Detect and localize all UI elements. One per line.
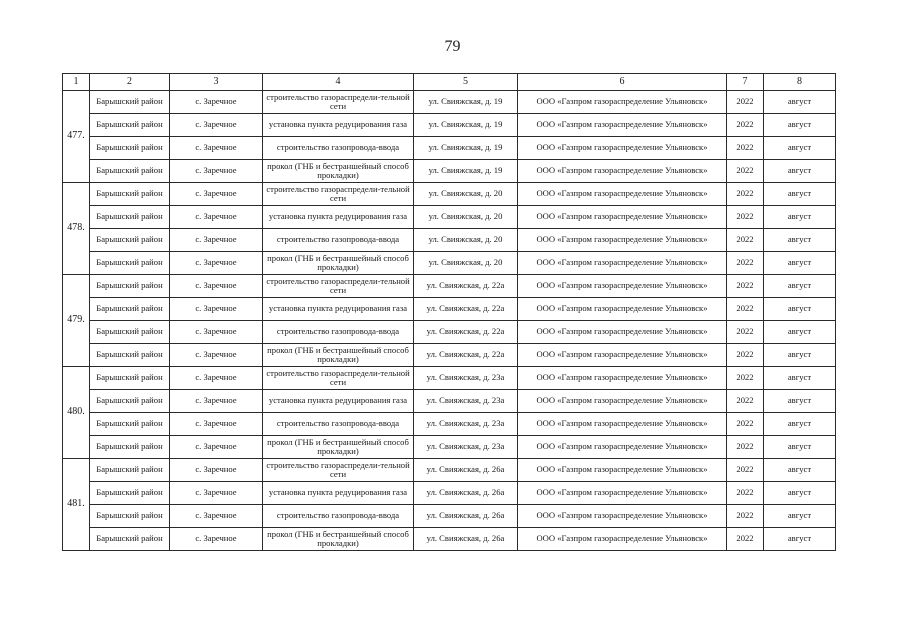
table-row xyxy=(63,344,836,367)
month-cell: август xyxy=(764,413,836,436)
year-cell: 2022 xyxy=(727,505,764,528)
organization-cell: ООО «Газпром газораспределение Ульяновск» xyxy=(518,321,727,344)
work-type-cell: строительство газораспредели-тельной сети xyxy=(263,183,414,206)
table-row xyxy=(63,252,836,275)
district-cell: Барышский район xyxy=(90,528,170,551)
village-cell: с. Заречное xyxy=(170,91,263,114)
year-cell: 2022 xyxy=(727,229,764,252)
address-cell: ул. Свияжская, д. 23а xyxy=(414,367,518,390)
district-cell: Барышский район xyxy=(90,482,170,505)
table-row xyxy=(63,321,836,344)
village-cell: с. Заречное xyxy=(170,275,263,298)
year-cell: 2022 xyxy=(727,528,764,551)
district-cell: Барышский район xyxy=(90,206,170,229)
district-cell: Барышский район xyxy=(90,390,170,413)
page-number: 79 xyxy=(444,38,461,55)
village-cell: с. Заречное xyxy=(170,344,263,367)
table-row xyxy=(63,298,836,321)
address-cell: ул. Свияжская, д. 20 xyxy=(414,252,518,275)
village-cell: с. Заречное xyxy=(170,459,263,482)
item-number-cell: 478. xyxy=(63,183,90,275)
year-cell: 2022 xyxy=(727,390,764,413)
month-cell: август xyxy=(764,344,836,367)
address-cell: ул. Свияжская, д. 22а xyxy=(414,344,518,367)
year-cell: 2022 xyxy=(727,252,764,275)
village-cell: с. Заречное xyxy=(170,160,263,183)
column-header: 6 xyxy=(518,74,727,91)
organization-cell: ООО «Газпром газораспределение Ульяновск» xyxy=(518,206,727,229)
address-cell: ул. Свияжская, д. 23а xyxy=(414,390,518,413)
district-cell: Барышский район xyxy=(90,344,170,367)
table-row xyxy=(63,482,836,505)
month-cell: август xyxy=(764,91,836,114)
table-row xyxy=(63,137,836,160)
work-type-cell: прокол (ГНБ и бестраншейный способ прокладки) xyxy=(263,252,414,275)
year-cell: 2022 xyxy=(727,206,764,229)
work-type-cell: установка пункта редуцирования газа xyxy=(263,298,414,321)
work-type-cell: установка пункта редуцирования газа xyxy=(263,114,414,137)
table-body xyxy=(63,91,836,551)
village-cell: с. Заречное xyxy=(170,528,263,551)
table-row xyxy=(63,275,836,298)
organization-cell: ООО «Газпром газораспределение Ульяновск» xyxy=(518,528,727,551)
column-header: 2 xyxy=(90,74,170,91)
village-cell: с. Заречное xyxy=(170,321,263,344)
organization-cell: ООО «Газпром газораспределение Ульяновск» xyxy=(518,413,727,436)
work-type-cell: строительство газораспредели-тельной сети xyxy=(263,367,414,390)
work-type-cell: строительство газораспредели-тельной сети xyxy=(263,91,414,114)
organization-cell: ООО «Газпром газораспределение Ульяновск» xyxy=(518,114,727,137)
column-header: 8 xyxy=(764,74,836,91)
work-type-cell: строительство газораспредели-тельной сети xyxy=(263,275,414,298)
item-number-cell: 480. xyxy=(63,367,90,459)
year-cell: 2022 xyxy=(727,367,764,390)
address-cell: ул. Свияжская, д. 23а xyxy=(414,413,518,436)
address-cell: ул. Свияжская, д. 19 xyxy=(414,160,518,183)
address-cell: ул. Свияжская, д. 20 xyxy=(414,183,518,206)
district-cell: Барышский район xyxy=(90,459,170,482)
district-cell: Барышский район xyxy=(90,505,170,528)
work-type-cell: строительство газораспредели-тельной сети xyxy=(263,459,414,482)
year-cell: 2022 xyxy=(727,298,764,321)
item-number-cell: 479. xyxy=(63,275,90,367)
district-cell: Барышский район xyxy=(90,436,170,459)
month-cell: август xyxy=(764,505,836,528)
address-cell: ул. Свияжская, д. 19 xyxy=(414,114,518,137)
month-cell: август xyxy=(764,183,836,206)
work-type-cell: прокол (ГНБ и бестраншейный способ прокладки) xyxy=(263,160,414,183)
village-cell: с. Заречное xyxy=(170,137,263,160)
organization-cell: ООО «Газпром газораспределение Ульяновск» xyxy=(518,275,727,298)
work-type-cell: прокол (ГНБ и бестраншейный способ прокладки) xyxy=(263,344,414,367)
organization-cell: ООО «Газпром газораспределение Ульяновск» xyxy=(518,183,727,206)
work-type-cell: установка пункта редуцирования газа xyxy=(263,206,414,229)
village-cell: с. Заречное xyxy=(170,505,263,528)
organization-cell: ООО «Газпром газораспределение Ульяновск» xyxy=(518,436,727,459)
village-cell: с. Заречное xyxy=(170,367,263,390)
work-type-cell: прокол (ГНБ и бестраншейный способ прокладки) xyxy=(263,528,414,551)
address-cell: ул. Свияжская, д. 23а xyxy=(414,436,518,459)
table-row xyxy=(63,390,836,413)
organization-cell: ООО «Газпром газораспределение Ульяновск» xyxy=(518,252,727,275)
table-row xyxy=(63,160,836,183)
address-cell: ул. Свияжская, д. 26а xyxy=(414,528,518,551)
organization-cell: ООО «Газпром газораспределение Ульяновск» xyxy=(518,91,727,114)
year-cell: 2022 xyxy=(727,275,764,298)
village-cell: с. Заречное xyxy=(170,206,263,229)
organization-cell: ООО «Газпром газораспределение Ульяновск» xyxy=(518,390,727,413)
month-cell: август xyxy=(764,528,836,551)
table-row xyxy=(63,413,836,436)
organization-cell: ООО «Газпром газораспределение Ульяновск» xyxy=(518,505,727,528)
district-cell: Барышский район xyxy=(90,114,170,137)
work-type-cell: строительство газопровода-ввода xyxy=(263,413,414,436)
district-cell: Барышский район xyxy=(90,321,170,344)
organization-cell: ООО «Газпром газораспределение Ульяновск» xyxy=(518,229,727,252)
works-table xyxy=(62,73,836,551)
column-header: 7 xyxy=(727,74,764,91)
year-cell: 2022 xyxy=(727,436,764,459)
table-row xyxy=(63,114,836,137)
district-cell: Барышский район xyxy=(90,91,170,114)
work-type-cell: строительство газопровода-ввода xyxy=(263,321,414,344)
table-row xyxy=(63,229,836,252)
table-row xyxy=(63,183,836,206)
organization-cell: ООО «Газпром газораспределение Ульяновск» xyxy=(518,367,727,390)
organization-cell: ООО «Газпром газораспределение Ульяновск» xyxy=(518,344,727,367)
work-type-cell: строительство газопровода-ввода xyxy=(263,505,414,528)
column-header: 3 xyxy=(170,74,263,91)
address-cell: ул. Свияжская, д. 26а xyxy=(414,459,518,482)
district-cell: Барышский район xyxy=(90,413,170,436)
village-cell: с. Заречное xyxy=(170,298,263,321)
column-header: 5 xyxy=(414,74,518,91)
village-cell: с. Заречное xyxy=(170,114,263,137)
table-row xyxy=(63,91,836,114)
year-cell: 2022 xyxy=(727,137,764,160)
year-cell: 2022 xyxy=(727,344,764,367)
table-row xyxy=(63,206,836,229)
village-cell: с. Заречное xyxy=(170,436,263,459)
year-cell: 2022 xyxy=(727,114,764,137)
organization-cell: ООО «Газпром газораспределение Ульяновск» xyxy=(518,298,727,321)
month-cell: август xyxy=(764,160,836,183)
year-cell: 2022 xyxy=(727,482,764,505)
table-row xyxy=(63,459,836,482)
address-cell: ул. Свияжская, д. 22а xyxy=(414,321,518,344)
item-number-cell: 481. xyxy=(63,459,90,551)
month-cell: август xyxy=(764,298,836,321)
header-row xyxy=(63,74,836,91)
month-cell: август xyxy=(764,229,836,252)
month-cell: август xyxy=(764,436,836,459)
item-number-cell: 477. xyxy=(63,91,90,183)
year-cell: 2022 xyxy=(727,459,764,482)
address-cell: ул. Свияжская, д. 22а xyxy=(414,275,518,298)
table-row xyxy=(63,528,836,551)
district-cell: Барышский район xyxy=(90,160,170,183)
address-cell: ул. Свияжская, д. 19 xyxy=(414,91,518,114)
work-type-cell: установка пункта редуцирования газа xyxy=(263,390,414,413)
month-cell: август xyxy=(764,321,836,344)
work-type-cell: строительство газопровода-ввода xyxy=(263,137,414,160)
village-cell: с. Заречное xyxy=(170,390,263,413)
village-cell: с. Заречное xyxy=(170,252,263,275)
organization-cell: ООО «Газпром газораспределение Ульяновск» xyxy=(518,160,727,183)
month-cell: август xyxy=(764,114,836,137)
column-header: 1 xyxy=(63,74,90,91)
address-cell: ул. Свияжская, д. 26а xyxy=(414,505,518,528)
village-cell: с. Заречное xyxy=(170,413,263,436)
year-cell: 2022 xyxy=(727,183,764,206)
village-cell: с. Заречное xyxy=(170,229,263,252)
district-cell: Барышский район xyxy=(90,137,170,160)
address-cell: ул. Свияжская, д. 20 xyxy=(414,206,518,229)
work-type-cell: прокол (ГНБ и бестраншейный способ прокладки) xyxy=(263,436,414,459)
month-cell: август xyxy=(764,206,836,229)
month-cell: август xyxy=(764,482,836,505)
year-cell: 2022 xyxy=(727,321,764,344)
table-row xyxy=(63,367,836,390)
district-cell: Барышский район xyxy=(90,252,170,275)
address-cell: ул. Свияжская, д. 20 xyxy=(414,229,518,252)
table-row xyxy=(63,436,836,459)
district-cell: Барышский район xyxy=(90,229,170,252)
address-cell: ул. Свияжская, д. 26а xyxy=(414,482,518,505)
organization-cell: ООО «Газпром газораспределение Ульяновск» xyxy=(518,459,727,482)
month-cell: август xyxy=(764,252,836,275)
district-cell: Барышский район xyxy=(90,275,170,298)
year-cell: 2022 xyxy=(727,160,764,183)
column-header: 4 xyxy=(263,74,414,91)
month-cell: август xyxy=(764,137,836,160)
district-cell: Барышский район xyxy=(90,183,170,206)
year-cell: 2022 xyxy=(727,413,764,436)
district-cell: Барышский район xyxy=(90,367,170,390)
month-cell: август xyxy=(764,275,836,298)
month-cell: август xyxy=(764,459,836,482)
month-cell: август xyxy=(764,367,836,390)
organization-cell: ООО «Газпром газораспределение Ульяновск» xyxy=(518,482,727,505)
address-cell: ул. Свияжская, д. 19 xyxy=(414,137,518,160)
month-cell: август xyxy=(764,390,836,413)
work-type-cell: строительство газопровода-ввода xyxy=(263,229,414,252)
village-cell: с. Заречное xyxy=(170,482,263,505)
village-cell: с. Заречное xyxy=(170,183,263,206)
year-cell: 2022 xyxy=(727,91,764,114)
address-cell: ул. Свияжская, д. 22а xyxy=(414,298,518,321)
table-row xyxy=(63,505,836,528)
organization-cell: ООО «Газпром газораспределение Ульяновск» xyxy=(518,137,727,160)
district-cell: Барышский район xyxy=(90,298,170,321)
work-type-cell: установка пункта редуцирования газа xyxy=(263,482,414,505)
